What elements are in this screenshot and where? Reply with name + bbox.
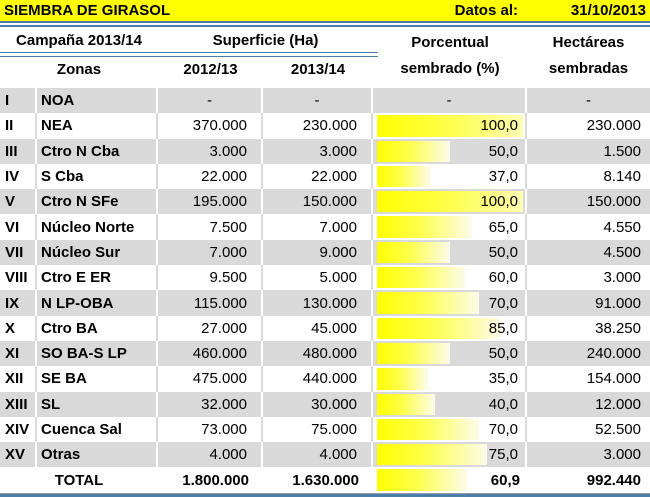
superficie-2012-cell: 460.000 <box>158 341 263 366</box>
percent-cell <box>373 316 527 341</box>
table-row <box>0 442 650 467</box>
hectareas-cell: 12.000 <box>595 395 641 413</box>
header-2012-13: 2012/13 <box>183 61 238 78</box>
superficie-2012-cell: 7.000 <box>158 240 263 265</box>
table-row <box>0 341 650 366</box>
superficie-2012-cell: 3.000 <box>158 139 263 164</box>
zone-number-cell: VIII <box>0 265 37 290</box>
hectareas-cell: 8.140 <box>603 168 641 186</box>
percent-value: 75,0 <box>488 446 518 464</box>
superficie-2013-cell: 130.000 <box>263 290 373 315</box>
superficie-2012-cell: 475.000 <box>158 366 263 391</box>
report-date: 31/10/2013 <box>570 2 646 19</box>
percent-value: 100,0 <box>480 117 518 135</box>
hectareas-cell: 3.000 <box>603 269 641 287</box>
table-row <box>0 265 650 290</box>
header-superficie: Superficie (Ha) <box>212 32 319 49</box>
percent-cell <box>373 164 527 189</box>
superficie-2013-cell: 150.000 <box>263 189 373 214</box>
percent-cell <box>373 113 527 138</box>
percent-value: 40,0 <box>488 395 518 413</box>
hectareas-cell: 150.000 <box>586 193 641 211</box>
superficie-2013-cell: 440.000 <box>263 366 373 391</box>
zone-number-cell: IV <box>0 164 37 189</box>
datos-al-label: Datos al: <box>454 2 518 19</box>
zone-name-cell: Núcleo Norte <box>37 214 158 239</box>
zone-number-cell: XI <box>0 341 37 366</box>
superficie-2013-cell: 4.000 <box>263 442 373 467</box>
percent-cell <box>373 290 527 315</box>
hectareas-cell: 154.000 <box>586 370 641 388</box>
total-label-cell: TOTAL <box>54 471 104 489</box>
zone-number-cell: III <box>0 139 37 164</box>
zone-number-cell: XV <box>0 442 37 467</box>
total-hectareas-cell: 992.440 <box>586 471 641 489</box>
percent-value: - <box>446 92 452 110</box>
table-header <box>0 27 650 85</box>
percent-bar <box>377 368 428 389</box>
percent-cell <box>373 88 527 113</box>
percent-bar <box>377 141 450 162</box>
hectareas-cell: 3.000 <box>603 446 641 464</box>
zone-name-cell: SE BA <box>37 366 158 391</box>
superficie-2013-cell: 5.000 <box>263 265 373 290</box>
zone-name-cell: Cuenca Sal <box>37 417 158 442</box>
table-row <box>0 189 650 214</box>
superficie-2013-cell: 230.000 <box>263 113 373 138</box>
header-hectareas-line1: Hectáreas <box>552 34 625 52</box>
percent-cell <box>373 442 527 467</box>
percent-cell <box>373 366 527 391</box>
total-row <box>0 467 650 492</box>
percent-value: 100,0 <box>480 193 518 211</box>
table-row <box>0 113 650 138</box>
superficie-2012-cell: 32.000 <box>158 392 263 417</box>
table-row <box>0 290 650 315</box>
hectareas-cell: 52.500 <box>595 421 641 438</box>
percent-bar <box>377 419 479 440</box>
table-row <box>0 417 650 442</box>
percent-value: 65,0 <box>488 218 518 236</box>
superficie-2013-cell: 3.000 <box>263 139 373 164</box>
percent-value: 50,0 <box>488 345 518 363</box>
zone-number-cell: XIII <box>0 392 37 417</box>
superficie-2012-cell: 370.000 <box>158 113 263 138</box>
hectareas-cell: 230.000 <box>586 117 641 135</box>
zone-name-cell: NEA <box>37 113 158 138</box>
zone-name-cell: Núcleo Sur <box>37 240 158 265</box>
percent-bar <box>377 469 467 490</box>
superficie-2013-cell: 30.000 <box>263 392 373 417</box>
percent-value: 60,0 <box>488 269 518 287</box>
percent-cell <box>373 392 527 417</box>
zone-number-cell: V <box>0 189 37 214</box>
superficie-2012-cell: 9.500 <box>158 265 263 290</box>
percent-bar <box>377 394 435 415</box>
percent-cell <box>373 139 527 164</box>
header-porcentual-line2: sembrado (%) <box>400 59 500 77</box>
percent-value: 60,9 <box>490 471 520 489</box>
percent-value: 70,0 <box>488 294 518 312</box>
hectareas-cell: 4.550 <box>603 218 641 236</box>
percent-value: 50,0 <box>488 142 518 160</box>
table-row <box>0 316 650 341</box>
superficie-2013-cell: 22.000 <box>263 164 373 189</box>
hectareas-cell: - <box>586 92 591 110</box>
superficie-2013-cell: 45.000 <box>263 316 373 341</box>
superficie-2012-cell: 195.000 <box>158 189 263 214</box>
zone-number-cell: XIV <box>0 417 37 442</box>
superficie-2013-cell: - <box>263 88 373 113</box>
percent-bar <box>377 444 487 465</box>
superficie-2013-cell: 480.000 <box>263 341 373 366</box>
percent-bar <box>377 343 450 364</box>
table-body <box>0 88 650 493</box>
percent-cell <box>373 214 527 239</box>
superficie-2012-cell: 22.000 <box>158 164 263 189</box>
header-zonas: Zonas <box>56 61 102 78</box>
zone-number-cell: VII <box>0 240 37 265</box>
report-title: SIEMBRA DE GIRASOL <box>4 2 171 19</box>
superficie-2013-cell: 7.000 <box>263 214 373 239</box>
zone-number-cell: IX <box>0 290 37 315</box>
zone-number-cell: II <box>0 113 37 138</box>
superficie-2012-cell: 27.000 <box>158 316 263 341</box>
hectareas-cell: 4.500 <box>603 243 641 261</box>
zone-name-cell: Otras <box>37 442 158 467</box>
zone-number-cell: XII <box>0 366 37 391</box>
percent-cell <box>373 467 527 492</box>
zone-name-cell: Ctro E ER <box>37 265 158 290</box>
percent-bar <box>377 242 450 263</box>
title-banner <box>0 0 650 21</box>
table-row <box>0 240 650 265</box>
header-campana: Campaña 2013/14 <box>16 32 142 49</box>
percent-bar <box>377 216 472 237</box>
zone-name-cell: Ctro N SFe <box>37 189 158 214</box>
zone-name-cell: Ctro BA <box>37 316 158 341</box>
percent-value: 37,0 <box>488 168 518 186</box>
superficie-2012-cell: 115.000 <box>158 290 263 315</box>
header-porcentual <box>373 27 527 85</box>
percent-value: 85,0 <box>488 319 518 337</box>
zone-name-cell: SL <box>37 392 158 417</box>
table-row <box>0 214 650 239</box>
header-porcentual-line1: Porcentual <box>411 34 489 52</box>
header-divider-line <box>0 52 378 57</box>
table-row <box>0 164 650 189</box>
table-bottom-border <box>0 493 650 497</box>
percent-bar <box>377 318 501 339</box>
percent-cell <box>373 265 527 290</box>
percent-cell <box>373 417 527 442</box>
hectareas-cell: 1.500 <box>603 142 641 160</box>
header-hectareas-line2: sembradas <box>548 59 629 77</box>
zone-name-cell: N LP-OBA <box>37 290 158 315</box>
total-superficie-2012-cell: 1.800.000 <box>182 471 249 489</box>
table-row <box>0 366 650 391</box>
zone-number-cell: I <box>0 88 37 113</box>
superficie-2012-cell: - <box>158 88 263 113</box>
zone-name-cell: S Cba <box>37 164 158 189</box>
table-row <box>0 88 650 113</box>
hectareas-cell: 38.250 <box>595 319 641 337</box>
hectareas-cell: 240.000 <box>586 345 641 363</box>
zone-name-cell: SO BA-S LP <box>37 341 158 366</box>
zone-number-cell: VI <box>0 214 37 239</box>
superficie-2012-cell: 7.500 <box>158 214 263 239</box>
percent-value: 35,0 <box>488 370 518 388</box>
percent-bar <box>377 292 479 313</box>
percent-cell <box>373 189 527 214</box>
percent-value: 50,0 <box>488 243 518 261</box>
zone-name-cell: NOA <box>37 88 158 113</box>
zone-name-cell: Ctro N Cba <box>37 139 158 164</box>
superficie-2013-cell: 75.000 <box>263 417 373 442</box>
superficie-2012-cell: 4.000 <box>158 442 263 467</box>
header-hectareas <box>527 27 650 85</box>
total-superficie-2013-cell: 1.630.000 <box>292 471 359 489</box>
percent-bar <box>377 166 431 187</box>
zone-number-cell: X <box>0 316 37 341</box>
percent-value: 70,0 <box>488 421 518 438</box>
percent-bar <box>377 267 465 288</box>
hectareas-cell: 91.000 <box>595 294 641 312</box>
header-2013-14: 2013/14 <box>290 61 346 78</box>
percent-cell <box>373 341 527 366</box>
superficie-2012-cell: 73.000 <box>158 417 263 442</box>
table-row <box>0 392 650 417</box>
table-row <box>0 139 650 164</box>
superficie-2013-cell: 9.000 <box>263 240 373 265</box>
percent-cell <box>373 240 527 265</box>
